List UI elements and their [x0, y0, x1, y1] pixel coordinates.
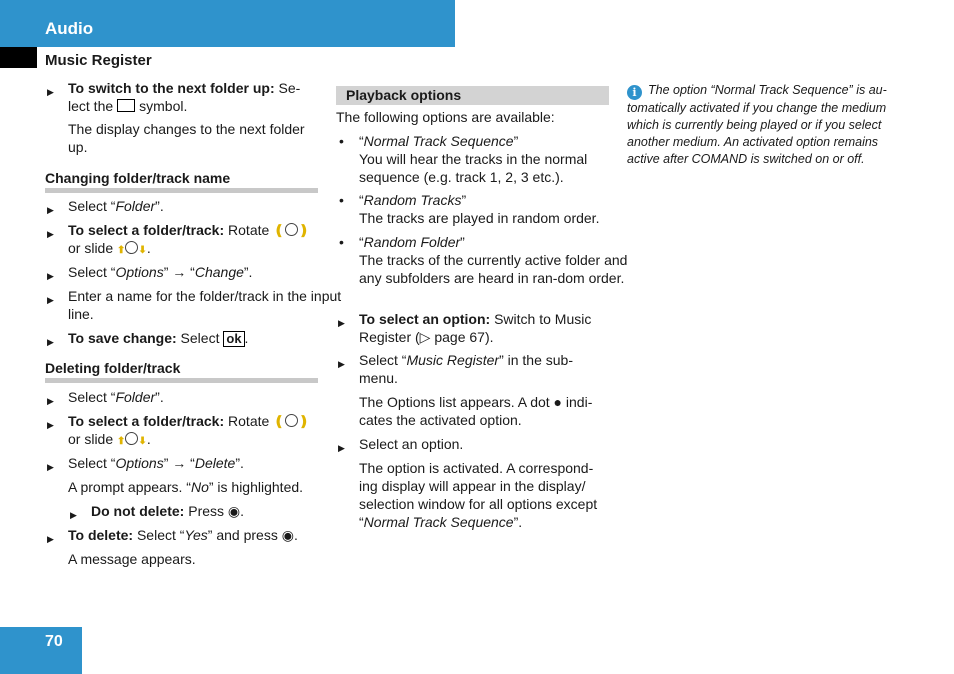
page-number-box	[0, 627, 82, 674]
folder-up-icon	[117, 99, 135, 112]
press-knob-icon: ◉	[281, 527, 294, 543]
step-options-change: ▶ Select “Options” → “Change”.	[45, 263, 343, 281]
section-title: Audio	[45, 19, 94, 38]
bullet-triangle-icon: ▶	[47, 295, 54, 305]
rotate-knob-icon: ❪ ❫	[273, 413, 310, 429]
playback-options-box	[336, 86, 609, 105]
option-random-folder: • “Random Folder” The tracks of the currently active folder and any subfolders are heard in ran-dom order.	[339, 234, 628, 286]
slide-knob-icon: ⬆ ⬇	[117, 240, 147, 256]
step-do-not-delete: ▶ Do not delete: Press ◉.	[68, 502, 343, 520]
step-enter-name: ▶ Enter a name for the folder/track in the input line.	[47, 288, 342, 322]
step-next-folder: ▶ To switch to the next folder up: Se- lect the symbol.	[47, 80, 301, 114]
bullet-triangle-icon: ▶	[47, 229, 54, 239]
heading-deleting-folder: Deleting folder/track	[45, 360, 181, 376]
right-arrow-icon: →	[172, 455, 191, 471]
right-arrow-icon: →	[172, 264, 191, 280]
info-icon: i	[627, 85, 642, 100]
press-knob-icon: ◉	[227, 503, 241, 519]
heading-rule	[45, 378, 318, 383]
bullet-triangle-icon: ▶	[47, 534, 54, 544]
playback-options-title: Playback options	[346, 87, 462, 103]
options-list-text: The Options list appears. A dot ● indi-cates the activated option.	[359, 394, 593, 428]
step-select-folder: ▶ Select “Folder”.	[45, 197, 343, 215]
step-select-music-register: ▶ Select “Music Register” in the sub-menu.	[338, 352, 573, 386]
ok-key-icon: ok	[223, 331, 244, 347]
bullet-triangle-icon: ▶	[47, 337, 54, 347]
rotate-knob-icon: ❪ ❫	[273, 222, 310, 238]
page-subtitle: Music Register	[45, 52, 152, 69]
section-tab-marker	[0, 47, 37, 68]
bullet-triangle-icon: ▶	[338, 359, 345, 369]
bullet-triangle-icon: ▶	[47, 271, 54, 281]
option-normal-track: • “Normal Track Sequence” You will hear the tracks in the normal sequence (e.g. track 1, 2, 3 etc.).	[339, 133, 588, 185]
info-note: i The option “Normal Track Sequence” is au-tomatically activated if you change the medium which is currently being played or if you select another medium. An activated option remains active after COMAND is switched on or off.	[627, 83, 887, 166]
heading-rule	[45, 188, 318, 193]
step-select-folder-2: ▶ Select “Folder”.	[45, 388, 343, 406]
bullet-triangle-icon: ▶	[47, 420, 54, 430]
prompt-text: A prompt appears. “No” is highlighted.	[68, 479, 304, 495]
bullet-triangle-icon: ▶	[338, 443, 345, 453]
bullet-triangle-icon: ▶	[47, 205, 54, 215]
step-select-an-option: ▶ Select an option.	[336, 435, 634, 453]
step-options-delete: ▶ Select “Options” → “Delete”.	[45, 454, 343, 472]
slide-knob-icon: ⬆ ⬇	[117, 431, 147, 447]
bullet-triangle-icon: ▶	[47, 396, 54, 406]
message-text: A message appears.	[68, 551, 196, 567]
bullet-triangle-icon: ▶	[70, 510, 77, 520]
step-select-option: ▶ To select an option: Switch to Music Register (▷ page 67).	[338, 311, 592, 345]
step-save-change: ▶ To save change: Select ok .	[45, 329, 343, 347]
page-number: 70	[45, 633, 63, 650]
option-random-tracks: • “Random Tracks” The tracks are played in random order.	[339, 192, 600, 226]
step-to-delete: ▶ To delete: Select “Yes” and press ◉.	[45, 526, 343, 544]
step-result-text: The display changes to the next folder up.	[68, 121, 305, 155]
heading-changing-folder: Changing folder/track name	[45, 170, 231, 186]
step-select-track: ▶ To select a folder/track: Rotate ❪ ❫ or slide ⬆ ⬇.	[47, 222, 310, 256]
option-activated-text: The option is activated. A correspond-ing display will appear in the display/ selection window for all options except “Normal Track Sequence”.	[359, 460, 598, 530]
bullet-triangle-icon: ▶	[338, 318, 345, 328]
bullet-triangle-icon: ▶	[47, 462, 54, 472]
step-select-track-2: ▶ To select a folder/track: Rotate ❪ ❫ or slide ⬆ ⬇.	[47, 413, 310, 447]
bullet-triangle-icon: ▶	[47, 87, 54, 97]
options-intro: The following options are available:	[336, 109, 555, 125]
